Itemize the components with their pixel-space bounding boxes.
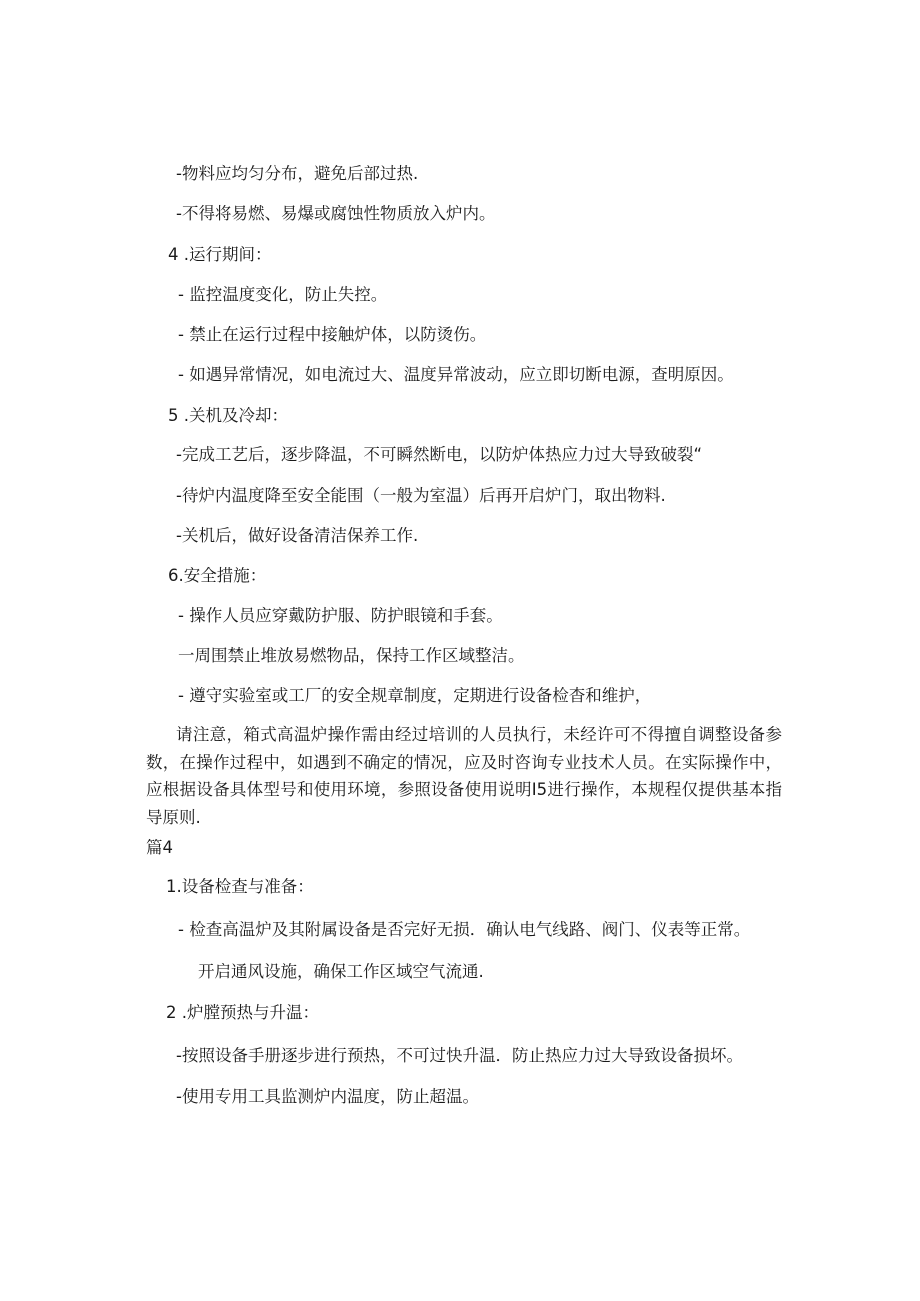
text-line: -使用专用工具监测炉内温度，防止超温。 bbox=[176, 1087, 479, 1106]
item-heading: 6.安全措施： bbox=[168, 566, 267, 585]
text-line: -物料应均匀分布，避免后部过热. bbox=[176, 164, 419, 183]
item-heading: 1.设备检查与准备： bbox=[166, 877, 314, 896]
note-paragraph: 请注意，箱式高温炉操作需由经过培训的人员执行，未经许可不得擅自调整设备参数，在操作过程中，如遇到不确定的情况，应及时咨询专业技术人员。在实际操作中，应根据设备具体型号和使用环境，参照设备使用说明I5进行操作，本规程仅提供基本指导原则. bbox=[146, 725, 782, 827]
text-line: - 禁止在运行过程中接触炉体，以防烫伤。 bbox=[178, 325, 487, 344]
text-line: - 监控温度变化，防止失控。 bbox=[178, 285, 388, 304]
text-line: -不得将易燃、易爆或腐蚀性物质放入炉内。 bbox=[176, 204, 496, 223]
text-line: - 遵守实验室或工厂的安全规章制度，定期进行设备检杳和维护， bbox=[178, 686, 652, 705]
text-line: - 如遇异常情况，如电流过大、温度异常波动，应立即切断电源，查明原因。 bbox=[178, 365, 734, 384]
text-line: -完成工艺后，逐步降温，不可瞬然断电，以防炉体热应力过大导致破裂“ bbox=[176, 445, 703, 464]
text-line: 开启通风设施，确保工作区域空气流通. bbox=[198, 962, 484, 981]
item-heading: 2 .炉膛预热与升温： bbox=[166, 1003, 319, 1022]
text-line: -待炉内温度降至安全能围（一般为室温）后再开启炉门，取出物料. bbox=[176, 486, 666, 505]
text-line: -按照设备手册逐步进行预热，不可过快升温．防止热应力过大导致设备损坏。 bbox=[176, 1046, 743, 1065]
text-line: -关机后，做好设备清洁保养工作. bbox=[176, 526, 419, 545]
text-line: - 检查高温炉及其附属设备是否完好无损．确认电气线路、阀门、仪表等正常。 bbox=[178, 920, 751, 939]
item-heading: 5 .关机及冷却： bbox=[168, 406, 288, 425]
item-heading: 4 .运行期间： bbox=[168, 245, 272, 264]
text-line: - 操作人员应穿戴防护服、防护眼镜和手套。 bbox=[178, 606, 503, 625]
section-heading: 篇4 bbox=[146, 838, 173, 857]
text-line: 一周围禁止堆放易燃物品，保持工作区域整洁。 bbox=[178, 646, 525, 665]
